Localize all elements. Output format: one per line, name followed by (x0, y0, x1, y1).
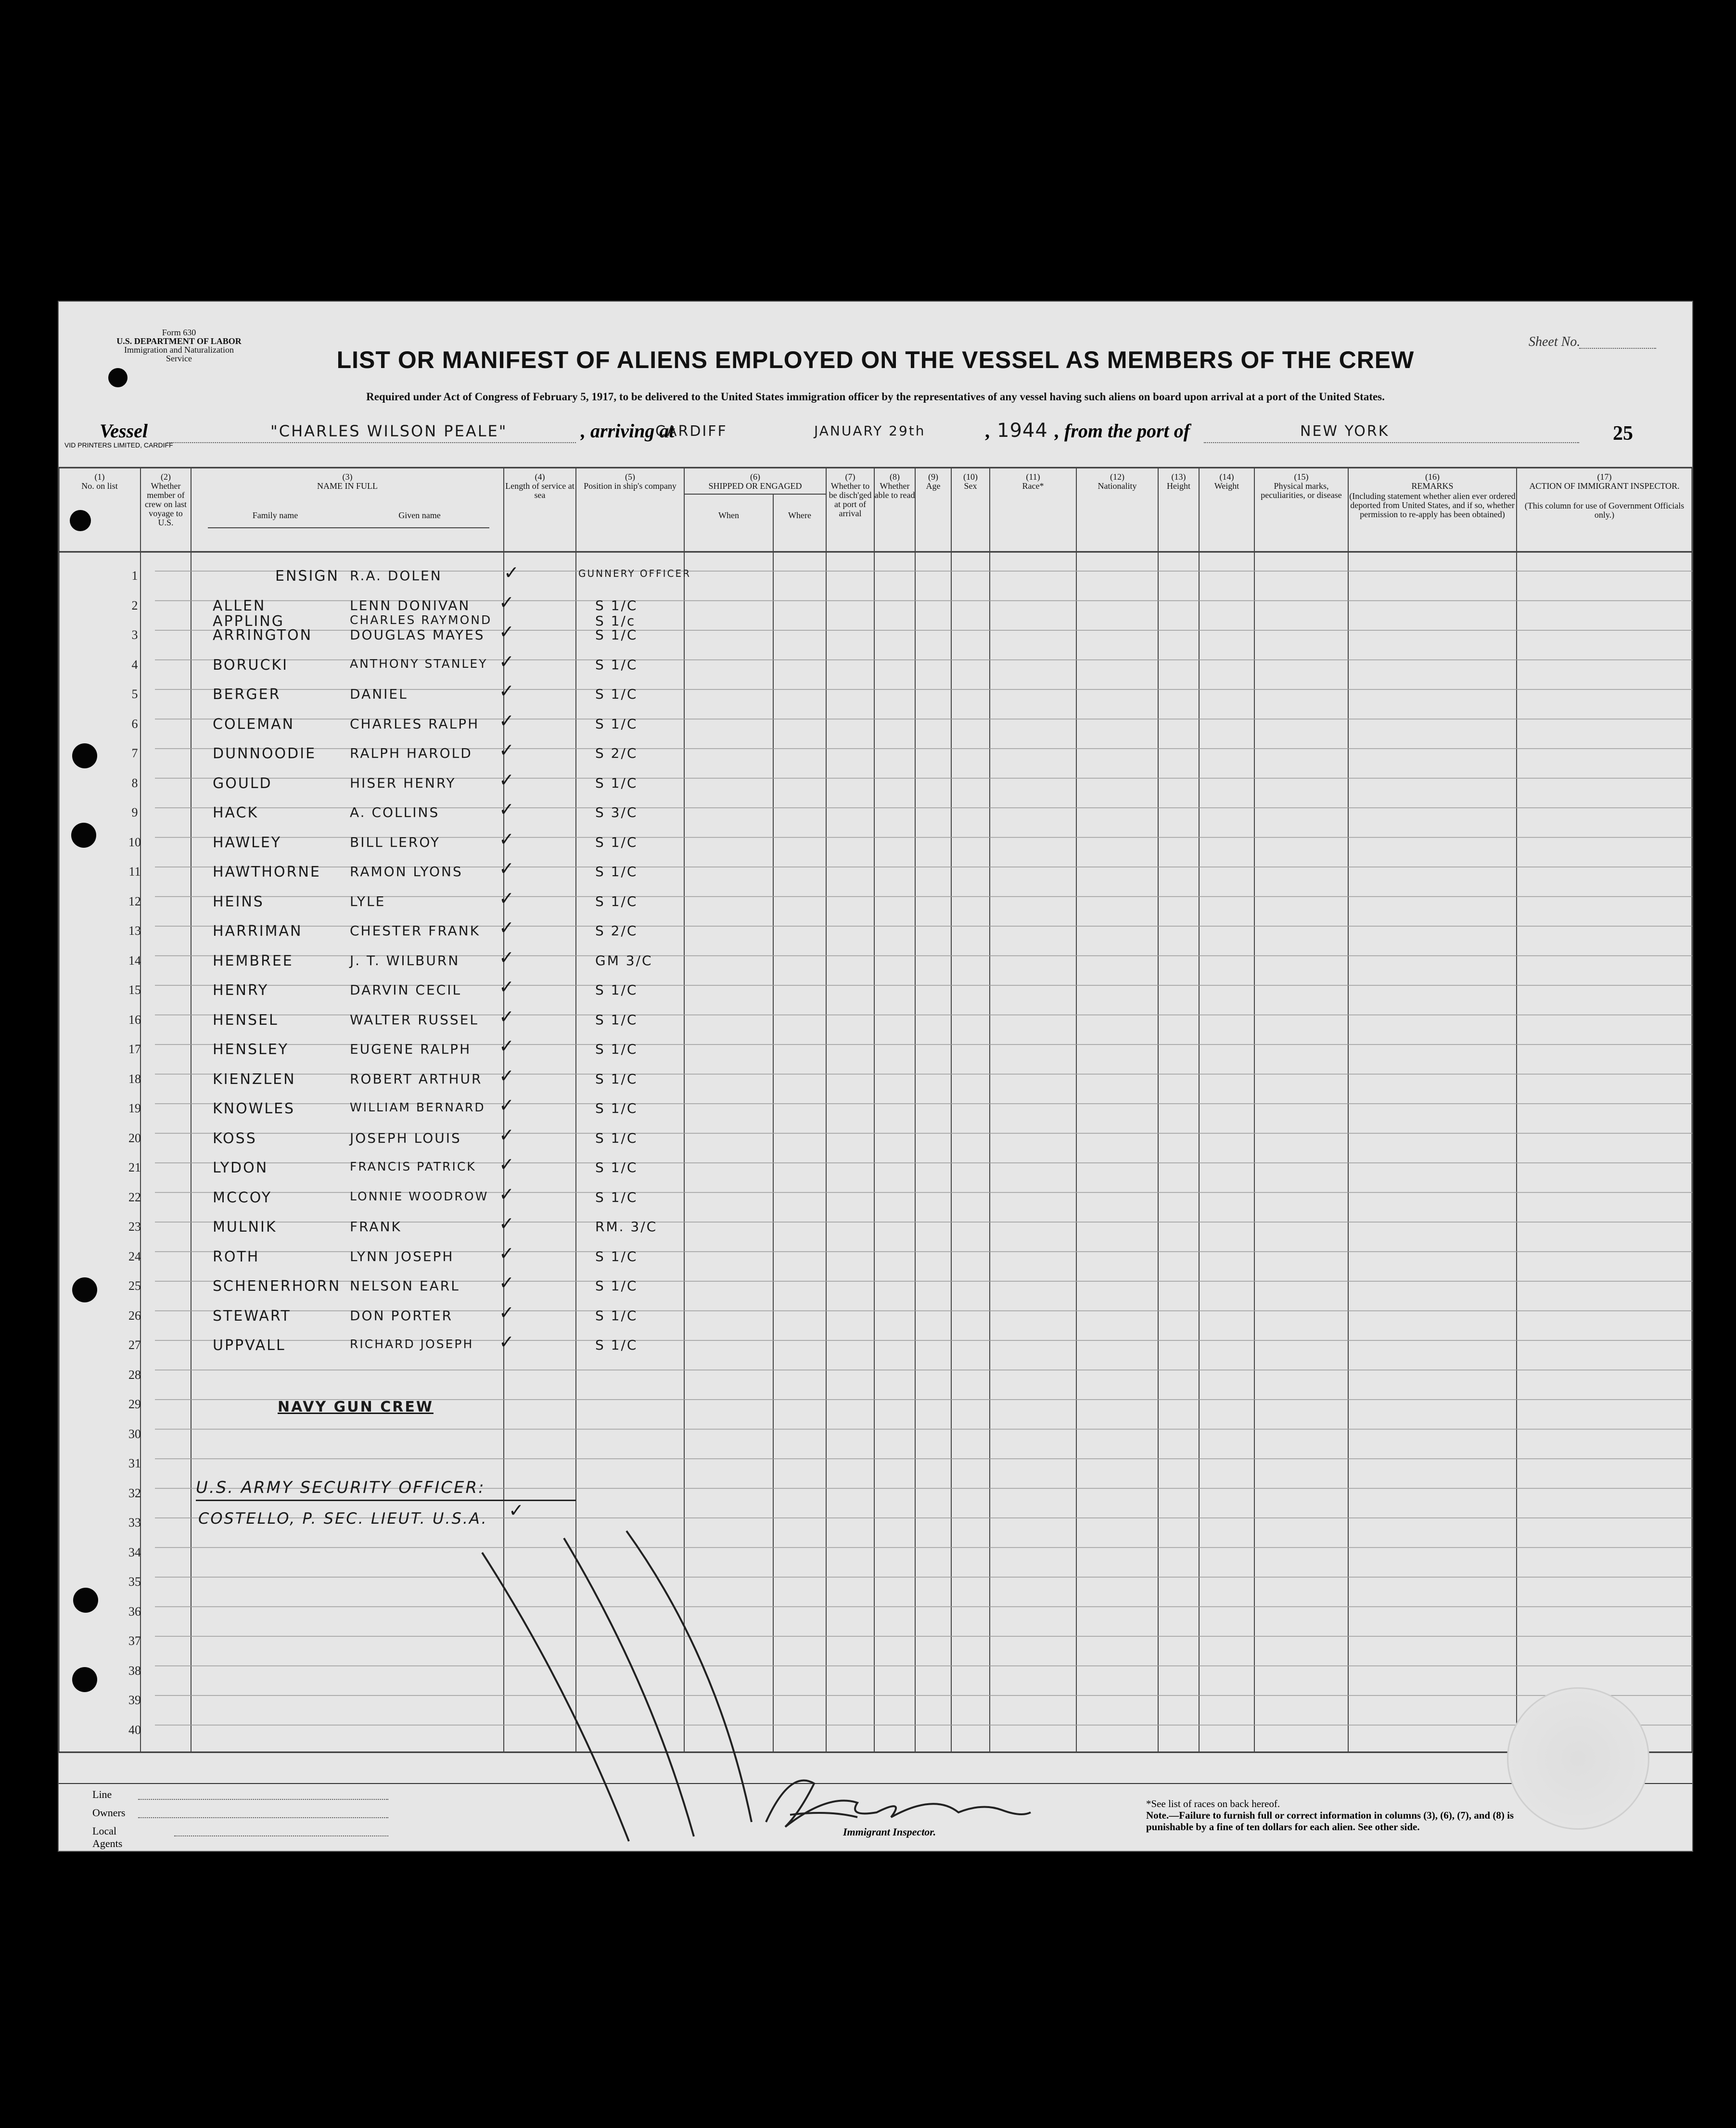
binder-hole (72, 1277, 97, 1302)
row-number: 19 (128, 1101, 141, 1115)
ship-position: S 1/C (595, 982, 638, 998)
given-name: ANTHONY STANLEY (350, 656, 488, 671)
family-name: BORUCKI (213, 656, 288, 674)
army-officer-heading: U.S. ARMY SECURITY OFFICER: (196, 1478, 485, 1497)
army-officer-entry: COSTELLO, P. SEC. LIEUT. U.S.A. (198, 1509, 488, 1528)
column-label: No. on list (81, 481, 118, 491)
service-name: Immigration and Naturalization Service (124, 345, 234, 363)
family-name: HEINS (213, 893, 264, 910)
column-number: (9) (928, 472, 938, 482)
row-number: 1 (131, 569, 138, 583)
checkmark-icon: ✓ (499, 621, 514, 642)
sheet-number-label: Sheet No. (1529, 334, 1581, 349)
family-name: LYDON (213, 1160, 268, 1176)
given-name: DARVIN CECIL (350, 982, 462, 998)
column-label: NAME IN FULL (317, 481, 378, 491)
checkmark-icon: ✓ (499, 828, 514, 850)
column-label: Physical marks, peculiarities, or disease (1261, 481, 1342, 500)
family-name: MCCOY (213, 1189, 272, 1206)
family-name: HENRY (213, 982, 269, 999)
arriving-label: , arriving at (581, 420, 675, 442)
column-label: ACTION OF IMMIGRANT INSPECTOR. (1529, 481, 1680, 491)
column-number: (12) (1110, 472, 1124, 482)
row-number: 18 (128, 1071, 141, 1086)
manifest-sheet: Form 630 U.S. DEPARTMENT OF LABOR Immigration and Naturalization Service Sheet No. LIST OR MANIFEST OF ALIENS EMPLOYED ON THE VESSEL AS MEMBERS OF THE CREW Required under Act of Congress of February 5, 1917, to be delivered to the United States immigration officer by the representatives of any vessel having such aliens on board upon arrival at a port of the United States. VID PRINTERS LIMITED, CARDIFF Vessel "CHARLES WILSON PEALE" , arriving at CARDIFF JANUARY 29th , 1944 , from the port of NEW YORK 25 (1) No. on list (2) Whether member of crew on last voyage to U.S. (3) NAME IN FULL Family name Given name (4) Length of service at sea (5) Position in ship's company (6) SHIPPED OR ENGAGED When Where (7) Whether to be disch'ged at port of arrival (8) Whether able to read (9) Age (10) Sex (11) Race* (12) Nationality (13) Height (14) Weight (15) Physical marks, peculiarities, or disease (16) REMARKS (Including statement whether alien ever ordered deported from United States, and if so, whether permission to re-apply has been obtained) (17) ACTION OF IMMIGRANT INSPECTOR. (This column for use of Government Officials only.) 1 2 3 4 5 6 7 8 9 10 11 12 13 14 15 16 17 18 19 20 21 22 23 24 25 26 27 28 29 30 31 32 33 34 35 36 37 38 39 40 ENSIGN R.A. DOLEN GUNNERY OFFICER ✓ ALLEN LENN DONIVAN S 1/C ✓ APPLING CHARLES RAYMOND S 1/c ARRINGTON DOUGLAS MAYES S 1/C ✓ BORUCKI ANTHONY STANLEY S 1/C ✓ BERGER DANIEL S 1/C ✓ COLEMAN CHARLES RALPH S 1/C ✓ DUNNOODIE RALPH HAROLD S 2/C ✓ GOULD HISER HENRY S 1/C ✓ HACK A. COLLINS S 3/C ✓ HAWLEY BILL LEROY S 1/C ✓ HAWTHORNE RAMON LYONS S 1/C ✓ HEINS LYLE S 1/C ✓ HARRIMAN CHESTER FRANK S 2/C ✓ HEMBREE J. T. WILBURN GM 3/C ✓ HENRY DARVIN CECIL S 1/C ✓ HENSEL WALTER RUSSEL S 1/C ✓ HENSLEY EUGENE RALPH S 1/C ✓ KIENZLEN ROBERT ARTHUR S 1/C ✓ KNOWLES WILLIAM BERNARD S 1/C ✓ KOSS JOSEPH LOUIS S 1/C ✓ LYDON FRANCIS PATRICK S 1/C ✓ MCCOY LONNIE WOODROW S 1/C ✓ MULNIK FRANK RM. 3/C ✓ ROTH LYNN JOSEPH S 1/C ✓ SCHENERHORN NELSON EARL S 1/C ✓ STEWART DON PORTER S 1/C ✓ UPPVALL RICHARD JOSEPH S 1/C ✓ NAVY GUN CREW U.S. ARMY SECURITY OFFICER: COSTELLO, P. SEC. LIEUT. U.S.A. ✓ Line Owners Local Agents Immigrant Inspector. *See list of races on back hereof. Note.—Failure to furnish full or correct information in columns (3), (6), (7), and (8) is punishable by a fine of ten dollars for each alien. See other side. (58, 301, 1693, 1852)
row-number: 15 (128, 983, 141, 997)
column-label: Weight (1214, 481, 1239, 491)
ship-position: GM 3/C (595, 952, 653, 968)
given-name: ROBERT ARTHUR (350, 1070, 483, 1087)
column-number: (11) (1026, 472, 1040, 482)
column-number: (8) (890, 472, 900, 482)
arrival-port: CARDIFF (655, 423, 728, 440)
ship-position: S 1/C (595, 715, 638, 732)
checkmark-icon: ✓ (499, 1183, 514, 1205)
pen-strokes (59, 302, 1692, 1851)
family-name: MULNIK (213, 1219, 277, 1236)
row-number: 12 (128, 894, 141, 908)
column-number: (15) (1294, 472, 1309, 482)
binder-hole (73, 1588, 98, 1613)
column-label: Family name (252, 510, 298, 520)
checkmark-icon: ✓ (499, 858, 514, 879)
ship-position: S 1/C (595, 1130, 638, 1146)
column-label: Nationality (1098, 481, 1137, 491)
ship-position: S 1/C (595, 656, 638, 673)
row-number: 14 (128, 953, 141, 968)
family-name: HARRIMAN (213, 923, 303, 940)
column-number: (6) (750, 472, 760, 482)
column-number: (16) (1425, 472, 1440, 482)
checkmark-icon: ✓ (499, 976, 514, 997)
ship-position: S 1/C (595, 893, 638, 909)
checkmark-icon: ✓ (499, 917, 514, 938)
family-name: ROTH (213, 1248, 260, 1265)
checkmark-icon: ✓ (504, 562, 519, 583)
given-name: NELSON EARL (350, 1278, 460, 1294)
family-name: COLEMAN (213, 715, 295, 733)
column-label: Age (926, 481, 941, 491)
row-number: 40 (128, 1722, 141, 1737)
family-name: DUNNOODIE (213, 745, 317, 762)
binder-hole (72, 1667, 97, 1692)
given-name: J. T. WILBURN (350, 952, 460, 968)
column-label: REMARKS (1411, 481, 1454, 491)
given-name: LYLE (350, 893, 386, 909)
ship-position: GUNNERY OFFICER (578, 568, 691, 579)
ship-position: S 1/C (595, 1070, 638, 1087)
row-number: 32 (128, 1486, 141, 1500)
document-title: LIST OR MANIFEST OF ALIENS EMPLOYED ON THE VESSEL AS MEMBERS OF THE CREW (336, 346, 1415, 373)
row-number: 5 (131, 687, 138, 701)
row-number: 34 (128, 1545, 141, 1559)
arrival-year: 1944 (997, 420, 1048, 442)
page-number: 25 (1613, 422, 1633, 445)
checkmark-icon: ✓ (509, 1500, 524, 1521)
checkmark-icon: ✓ (499, 887, 514, 909)
column-label: (This column for use of Government Officials only.) (1524, 501, 1685, 520)
column-label: Height (1167, 481, 1190, 491)
checkmark-icon: ✓ (499, 1272, 514, 1293)
given-name: RAMON LYONS (350, 864, 463, 879)
row-number: 36 (128, 1604, 141, 1618)
column-number: (5) (625, 472, 635, 482)
family-name: HEMBREE (213, 952, 294, 969)
embossed-seal (1507, 1687, 1649, 1830)
given-name: LONNIE WOODROW (350, 1189, 489, 1203)
column-number: (1) (94, 472, 105, 482)
row-number: 30 (128, 1427, 141, 1441)
given-name: RICHARD JOSEPH (350, 1337, 474, 1351)
binder-hole (71, 823, 96, 848)
row-number: 2 (131, 598, 138, 612)
ship-position: S 1/C (595, 1337, 638, 1353)
given-name: FRANCIS PATRICK (350, 1160, 476, 1173)
row-number: 8 (131, 776, 138, 790)
row-number: 9 (131, 805, 138, 819)
column-number: (2) (161, 472, 171, 482)
footer-notes: *See list of races on back hereof. Note.—Failure to furnish full or correct information in columns (3), (6), (7), and (8) is punishable by a fine of ten dollars for each alien. See other side. (1146, 1798, 1514, 1833)
ship-position: S 1/C (595, 1278, 638, 1294)
checkmark-icon: ✓ (499, 799, 514, 820)
navy-gun-crew-note: NAVY GUN CREW (278, 1399, 434, 1415)
column-number: (17) (1597, 472, 1612, 482)
vessel-name: "CHARLES WILSON PEALE" (270, 422, 508, 440)
given-name: HISER HENRY (350, 775, 456, 791)
ship-position: S 1/C (595, 864, 638, 879)
ship-position: S 1/C (595, 627, 638, 643)
checkmark-icon: ✓ (499, 946, 514, 968)
column-label: Race* (1022, 481, 1044, 491)
checkmark-icon: ✓ (499, 1154, 514, 1175)
inspector-label: Immigrant Inspector. (843, 1826, 936, 1838)
column-label: Whether to be disch'ged at port of arrival (829, 481, 872, 518)
ship-position: RM. 3/C (595, 1219, 658, 1235)
column-number: (13) (1171, 472, 1186, 482)
column-label: Whether able to read (874, 481, 915, 500)
checkmark-icon: ✓ (499, 1242, 514, 1264)
given-name: EUGENE RALPH (350, 1041, 472, 1057)
column-label: Where (788, 510, 811, 520)
row-number: 27 (128, 1338, 141, 1352)
arrival-date: JANUARY 29th (814, 423, 926, 439)
given-name: RALPH HAROLD (350, 745, 472, 761)
given-name: LYNN JOSEPH (350, 1248, 454, 1264)
ship-position: S 1/C (595, 1160, 638, 1175)
family-name: HACK (213, 804, 259, 821)
binder-hole (108, 368, 128, 387)
given-name: FRANK (350, 1219, 402, 1235)
checkmark-icon: ✓ (499, 1065, 514, 1086)
row-number: 24 (128, 1249, 141, 1263)
row-number: 3 (131, 628, 138, 642)
given-name: DON PORTER (350, 1307, 453, 1324)
checkmark-icon: ✓ (499, 710, 514, 731)
row-number: 7 (131, 746, 138, 760)
ship-position: S 1/C (595, 686, 638, 702)
given-name: LENN DONIVAN (350, 597, 471, 613)
department-name: U.S. DEPARTMENT OF LABOR (116, 336, 242, 346)
column-label: Sex (964, 481, 977, 491)
family-name: KOSS (213, 1130, 257, 1147)
row-number: 37 (128, 1634, 141, 1648)
row-number: 11 (128, 865, 141, 879)
column-label: Given name (398, 510, 441, 520)
checkmark-icon: ✓ (499, 1331, 514, 1352)
row-number: 38 (128, 1663, 141, 1678)
family-name: ARRINGTON (213, 627, 313, 644)
row-number: 17 (128, 1042, 141, 1056)
checkmark-icon: ✓ (499, 1095, 514, 1116)
row-number: 4 (131, 657, 138, 672)
checkmark-icon: ✓ (499, 650, 514, 672)
row-number: 31 (128, 1456, 141, 1470)
from-port-label: , from the port of (1055, 420, 1190, 442)
family-name: GOULD (213, 775, 272, 792)
family-name: APPLING (213, 612, 284, 630)
checkmark-icon: ✓ (499, 1006, 514, 1027)
column-number: (4) (535, 472, 545, 482)
checkmark-icon: ✓ (499, 1213, 514, 1234)
row-number: 25 (128, 1279, 141, 1293)
row-number: 29 (128, 1397, 141, 1411)
row-number: 35 (128, 1575, 141, 1589)
row-number: 16 (128, 1012, 141, 1027)
row-number: 6 (131, 716, 138, 731)
family-name: HAWTHORNE (213, 864, 321, 880)
given-name: CHESTER FRANK (350, 923, 481, 939)
vessel-label: Vessel (100, 420, 148, 442)
row-number: 10 (128, 835, 141, 849)
column-label: Whether member of crew on last voyage to U.S. (145, 481, 187, 527)
ship-position: S 2/C (595, 923, 638, 939)
ship-position: S 1/C (595, 1189, 638, 1205)
given-name: BILL LEROY (350, 834, 440, 850)
column-label: Length of service at sea (505, 481, 574, 500)
ship-position: S 1/C (595, 597, 638, 613)
row-number: 26 (128, 1308, 141, 1323)
row-number: 22 (128, 1190, 141, 1204)
departure-port: NEW YORK (1300, 423, 1390, 440)
family-name: BERGER (213, 686, 281, 703)
ship-position: S 1/c (595, 612, 636, 629)
family-name: HENSLEY (213, 1041, 289, 1058)
given-name: R.A. DOLEN (350, 568, 442, 584)
ship-position: S 1/C (595, 834, 638, 850)
family-name: HENSEL (213, 1011, 279, 1029)
given-name: A. COLLINS (350, 804, 440, 820)
checkmark-icon: ✓ (499, 680, 514, 701)
column-label: (Including statement whether alien ever ordered deported from United States, and if so, whether permission to re-apply has been obtained) (1349, 491, 1516, 519)
family-name: SCHENERHORN (213, 1278, 341, 1295)
printer-imprint: VID PRINTERS LIMITED, CARDIFF (64, 441, 173, 449)
family-name: KNOWLES (213, 1100, 295, 1117)
column-number: (7) (845, 472, 855, 482)
given-name: CHARLES RAYMOND (350, 612, 492, 627)
given-name: WALTER RUSSEL (350, 1011, 479, 1028)
given-name: DOUGLAS MAYES (350, 627, 485, 643)
given-name: WILLIAM BERNARD (350, 1100, 485, 1114)
row-number: 13 (128, 924, 141, 938)
binder-hole (70, 510, 91, 531)
family-name: KIENZLEN (213, 1070, 296, 1088)
ship-position: S 1/C (595, 775, 638, 791)
row-number: 33 (128, 1516, 141, 1529)
column-label: SHIPPED OR ENGAGED (708, 481, 802, 491)
row-number: 28 (128, 1367, 141, 1382)
family-name: HAWLEY (213, 834, 282, 851)
ship-position: S 1/C (595, 1248, 638, 1264)
document-subtitle: Required under Act of Congress of February 5, 1917, to be delivered to the United States immigration officer by the representatives of any vessel having such aliens on board upon arrival at a port of the United States. (366, 391, 1385, 403)
family-name: ENSIGN (275, 568, 339, 585)
checkmark-icon: ✓ (499, 769, 514, 790)
form-number: Form 630 (162, 328, 196, 337)
checkmark-icon: ✓ (499, 591, 514, 613)
ship-position: S 2/C (595, 745, 638, 761)
column-label: When (718, 510, 739, 520)
column-label: Position in ship's company (584, 481, 677, 491)
ship-position: S 1/C (595, 1307, 638, 1324)
checkmark-icon: ✓ (499, 1124, 514, 1146)
ship-position: S 3/C (595, 804, 638, 820)
column-number: (3) (342, 472, 353, 482)
ship-position: S 1/C (595, 1041, 638, 1057)
binder-hole (72, 743, 97, 768)
checkmark-icon: ✓ (499, 1035, 514, 1057)
ship-position: S 1/C (595, 1100, 638, 1116)
family-name: UPPVALL (213, 1337, 286, 1354)
given-name: JOSEPH LOUIS (350, 1130, 461, 1146)
column-number: (10) (963, 472, 978, 482)
family-name: STEWART (213, 1307, 291, 1325)
row-number: 21 (128, 1160, 141, 1174)
given-name: CHARLES RALPH (350, 715, 480, 732)
row-number: 20 (128, 1131, 141, 1145)
ship-position: S 1/C (595, 1011, 638, 1028)
row-number: 23 (128, 1220, 141, 1234)
given-name: DANIEL (350, 686, 408, 702)
checkmark-icon: ✓ (499, 739, 514, 761)
family-name: ALLEN (213, 597, 266, 614)
row-number: 39 (128, 1693, 141, 1707)
checkmark-icon: ✓ (499, 1301, 514, 1323)
column-number: (14) (1219, 472, 1234, 482)
